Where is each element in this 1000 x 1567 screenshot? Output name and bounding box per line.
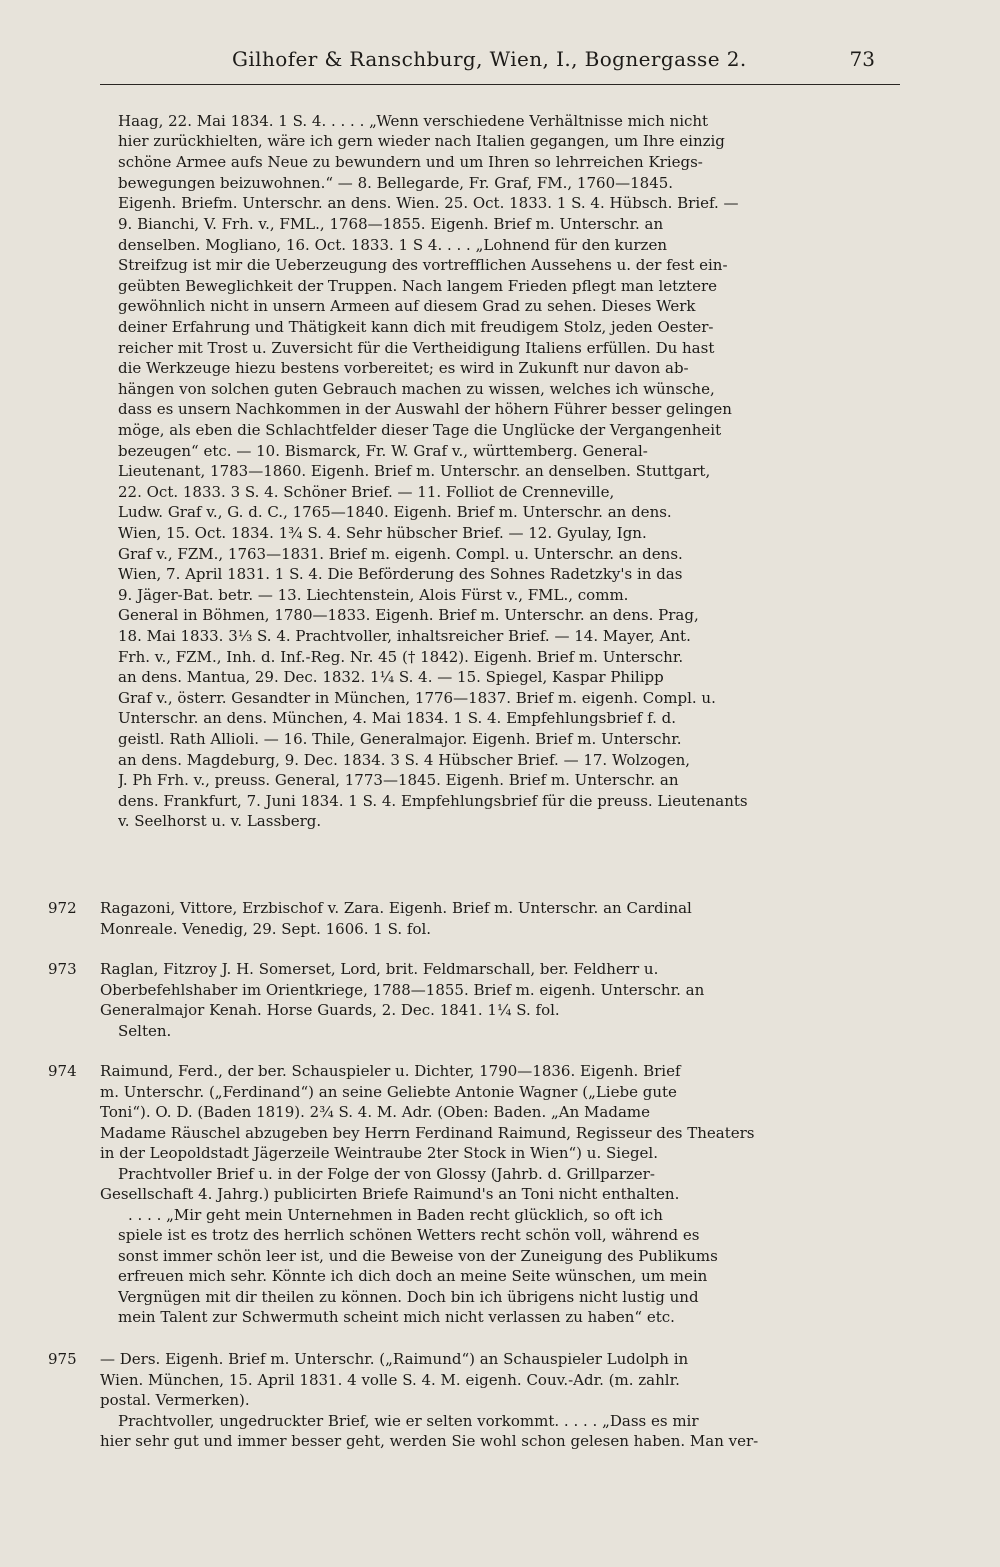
text-line: Frh. v., FZM., Inh. d. Inf.-Reg. Nr. 45 († 1842). Eigenh. Brief m. Unterschr. [118,648,684,666]
text-line: Eigenh. Briefm. Unterschr. an dens. Wien. 25. Oct. 1833. 1 S. 4. Hübsch. Brief. — [118,194,739,212]
text-line: spiele ist es trotz des herrlich schönen Wetters recht schön voll, während es [118,1226,700,1244]
text-line: Vergnügen mit dir theilen zu können. Doch bin ich übrigens nicht lustig und [118,1288,699,1306]
text-line: hier sehr gut und immer besser geht, werden Sie wohl schon gelesen haben. Man ver- [100,1432,759,1450]
text-line: bewegungen beizuwohnen.“ — 8. Bellegarde, Fr. Graf, FM., 1760—1845. [118,174,674,192]
text-line: postal. Vermerken). [100,1391,250,1409]
text-line: 9. Bianchi, V. Frh. v., FML., 1768—1855. Eigenh. Brief m. Unterschr. an [118,215,664,233]
text-line: Unterschr. an dens. München, 4. Mai 1834. 1 S. 4. Empfehlungsbrief f. d. [118,709,677,727]
text-line: hier zurückhielten, wäre ich gern wieder nach Italien gegangen, um Ihre einzig [118,132,725,150]
text-line: Selten. [118,1022,172,1040]
text-line: Wien. München, 15. April 1831. 4 volle S. 4. M. eigenh. Couv.-Adr. (m. zahlr. [100,1371,680,1389]
text-line: die Werkzeuge hiezu bestens vorbereitet; es wird in Zukunft nur davon ab- [118,359,689,377]
text-line: Lieutenant, 1783—1860. Eigenh. Brief m. Unterschr. an denselben. Stuttgart, [118,462,711,480]
lot-number: 973 [48,960,77,978]
publisher-line: Gilhofer & Ranschburg, Wien, I., Bognergasse 2. [232,47,747,71]
text-line: Generalmajor Kenah. Horse Guards, 2. Dec. 1841. 1¼ S. fol. [100,1001,560,1019]
text-line: Ludw. Graf v., G. d. C., 1765—1840. Eigenh. Brief m. Unterschr. an dens. [118,503,672,521]
text-line: Monreale. Venedig, 29. Sept. 1606. 1 S. fol. [100,920,432,938]
text-line: gewöhnlich nicht in unsern Armeen auf diesem Grad zu sehen. Dieses Werk [118,297,696,315]
text-line: Haag, 22. Mai 1834. 1 S. 4. . . . . „Wenn verschiedene Verhältnisse mich nicht [118,112,709,130]
text-line: in der Leopoldstadt Jägerzeile Weintraube 2ter Stock in Wien“) u. Siegel. [100,1144,658,1162]
text-line: schöne Armee aufs Neue zu bewundern und um Ihren so lehrreichen Kriegs- [118,153,703,171]
text-line: sonst immer schön leer ist, und die Beweise von der Zuneigung des Publikums [118,1247,718,1265]
text-line: 9. Jäger-Bat. betr. — 13. Liechtenstein, Alois Fürst v., FML., comm. [118,586,629,604]
text-line: Streifzug ist mir die Ueberzeugung des vortrefflichen Aussehens u. der fest ein- [118,256,728,274]
text-line: Raglan, Fitzroy J. H. Somerset, Lord, brit. Feldmarschall, ber. Feldherr u. [100,960,659,978]
text-line: dens. Frankfurt, 7. Juni 1834. 1 S. 4. Empfehlungsbrief für die preuss. Lieutenants [118,792,748,810]
text-line: Ragazoni, Vittore, Erzbischof v. Zara. Eigenh. Brief m. Unterschr. an Cardinal [100,899,692,917]
text-line: erfreuen mich sehr. Könnte ich dich doch an meine Seite wünschen, um mein [118,1267,708,1285]
text-line: Madame Räuschel abzugeben bey Herrn Ferdinand Raimund, Regisseur des Theaters [100,1124,755,1142]
text-line: Graf v., FZM., 1763—1831. Brief m. eigenh. Compl. u. Unterschr. an dens. [118,545,683,563]
text-line: v. Seelhorst u. v. Lassberg. [118,812,322,830]
text-line: Oberbefehlshaber im Orientkriege, 1788—1855. Brief m. eigenh. Unterschr. an [100,981,705,999]
lot-number: 972 [48,899,77,917]
running-head [100,40,900,85]
lot-number: 974 [48,1062,77,1080]
text-line: dass es unsern Nachkommen in der Auswahl der höhern Führer besser gelingen [118,400,732,418]
text-line: Prachtvoller, ungedruckter Brief, wie er selten vorkommt. . . . . „Dass es mir [118,1412,699,1430]
text-line: J. Ph Frh. v., preuss. General, 1773—1845. Eigenh. Brief m. Unterschr. an [118,771,679,789]
text-line: Graf v., österr. Gesandter in München, 1776—1837. Brief m. eigenh. Compl. u. [118,689,716,707]
page-number: 73 [849,47,875,71]
text-line: hängen von solchen guten Gebrauch machen zu wissen, welches ich wünsche, [118,380,715,398]
text-line: geistl. Rath Allioli. — 16. Thile, Generalmajor. Eigenh. Brief m. Unterschr. [118,730,682,748]
text-line: geübten Beweglichkeit der Truppen. Nach langem Frieden pflegt man letztere [118,277,718,295]
text-line: Raimund, Ferd., der ber. Schauspieler u. Dichter, 1790—1836. Eigenh. Brief [100,1062,681,1080]
text-line: mein Talent zur Schwermuth scheint mich nicht verlassen zu haben“ etc. [118,1308,675,1326]
text-line: bezeugen“ etc. — 10. Bismarck, Fr. W. Graf v., württemberg. General- [118,442,648,460]
text-line: denselben. Mogliano, 16. Oct. 1833. 1 S 4. . . . „Lohnend für den kurzen [118,236,667,254]
text-line: . . . . „Mir geht mein Unternehmen in Baden recht glücklich, so oft ich [128,1206,663,1224]
text-line: Wien, 7. April 1831. 1 S. 4. Die Beförderung des Sohnes Radetzky's in das [118,565,683,583]
text-line: Gesellschaft 4. Jahrg.) publicirten Briefe Raimund's an Toni nicht enthalten. [100,1185,680,1203]
text-line: Wien, 15. Oct. 1834. 1¾ S. 4. Sehr hübscher Brief. — 12. Gyulay, Ign. [118,524,647,542]
text-line: — Ders. Eigenh. Brief m. Unterschr. („Raimund“) an Schauspieler Ludolph in [100,1350,689,1368]
lot-number: 975 [48,1350,77,1368]
text-line: möge, als eben die Schlachtfelder dieser Tage die Unglücke der Vergangenheit [118,421,722,439]
text-line: General in Böhmen, 1780—1833. Eigenh. Brief m. Unterschr. an dens. Prag, [118,606,699,624]
text-line: m. Unterschr. („Ferdinand“) an seine Geliebte Antonie Wagner („Liebe gute [100,1083,677,1101]
text-line: Toni“). O. D. (Baden 1819). 2¾ S. 4. M. Adr. (Oben: Baden. „An Madame [100,1103,650,1121]
text-line: an dens. Magdeburg, 9. Dec. 1834. 3 S. 4 Hübscher Brief. — 17. Wolzogen, [118,751,691,769]
text-line: Prachtvoller Brief u. in der Folge der von Glossy (Jahrb. d. Grillparzer- [118,1165,655,1183]
text-line: an dens. Mantua, 29. Dec. 1832. 1¼ S. 4. — 15. Spiegel, Kaspar Philipp [118,668,664,686]
text-line: 22. Oct. 1833. 3 S. 4. Schöner Brief. — 11. Folliot de Crenneville, [118,483,615,501]
text-line: reicher mit Trost u. Zuversicht für die Vertheidigung Italiens erfüllen. Du hast [118,339,715,357]
text-line: 18. Mai 1833. 3⅓ S. 4. Prachtvoller, inhaltsreicher Brief. — 14. Mayer, Ant. [118,627,691,645]
text-line: deiner Erfahrung und Thätigkeit kann dich mit freudigem Stolz, jeden Oester- [118,318,714,336]
